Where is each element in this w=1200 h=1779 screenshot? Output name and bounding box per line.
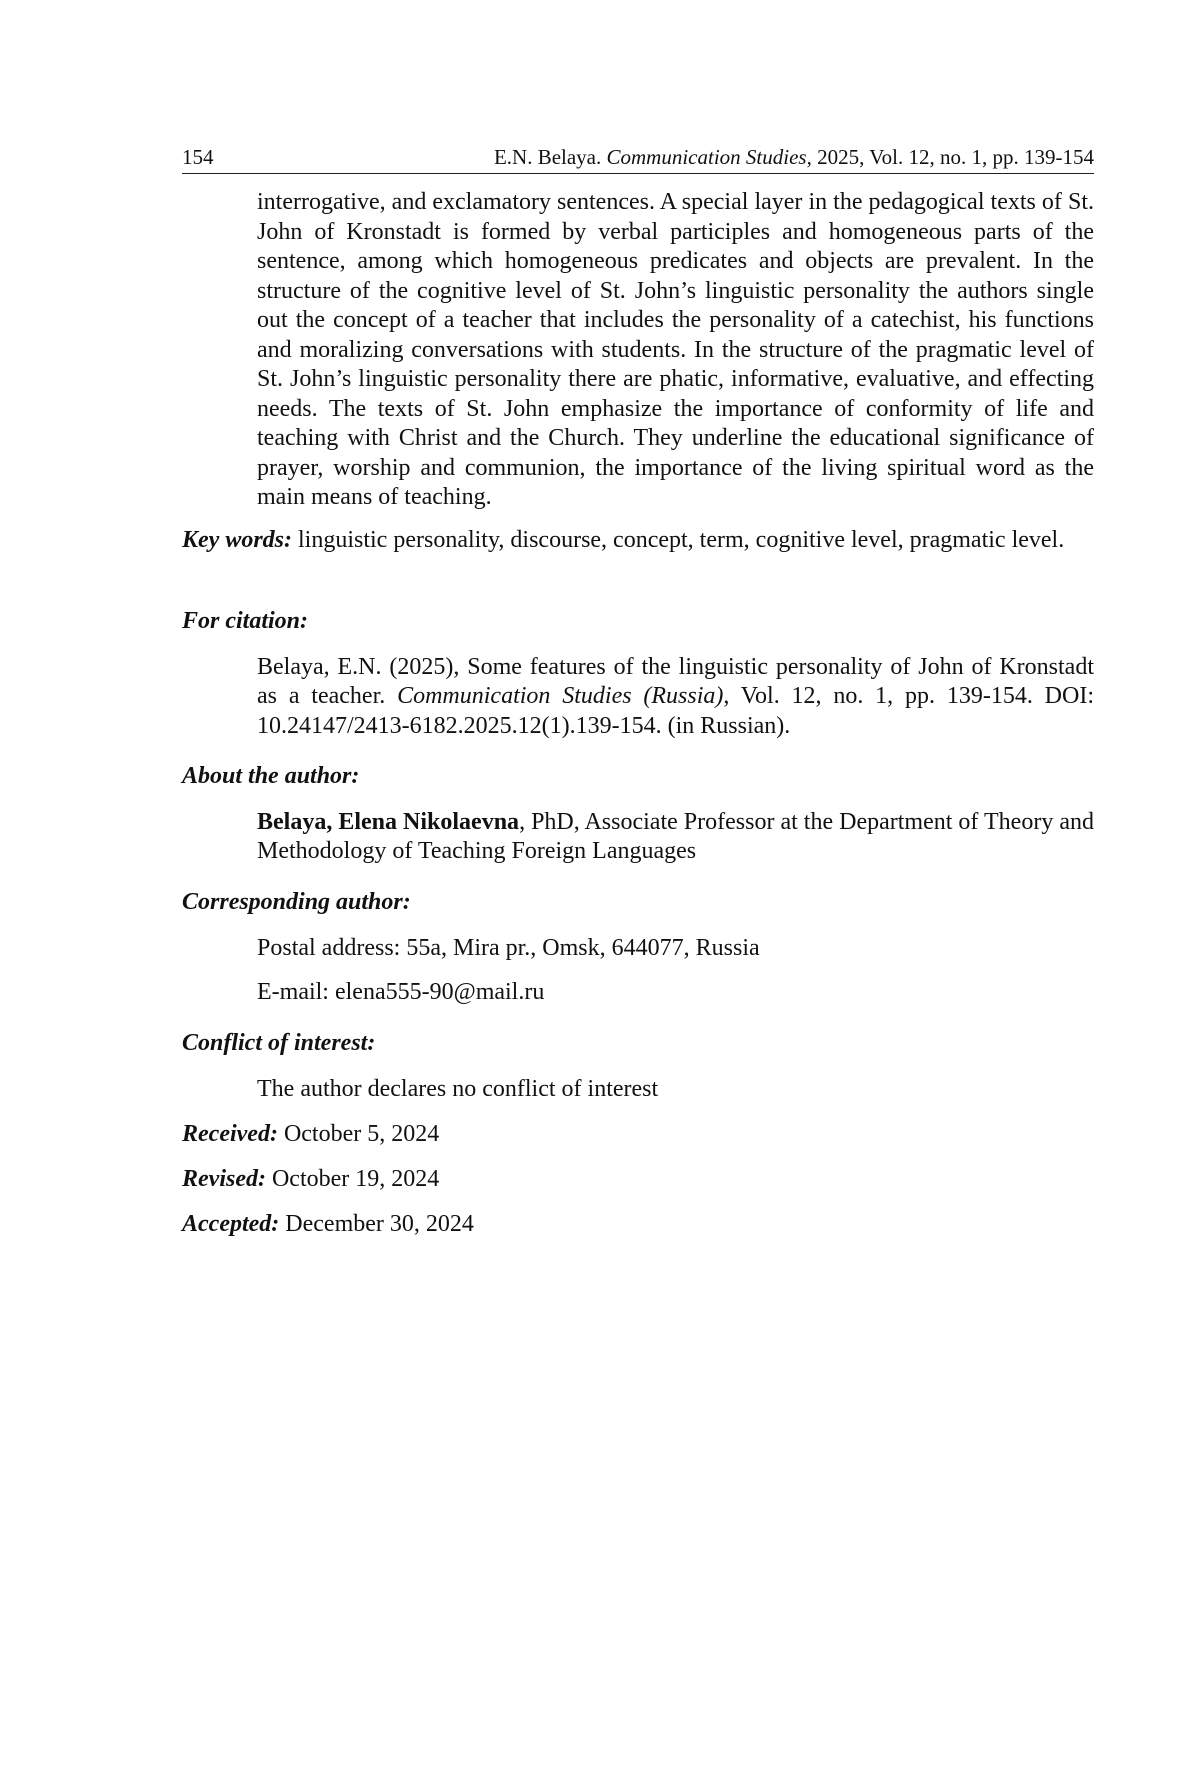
citation-journal: Communication Studies (Russia) (397, 683, 724, 709)
about-author-text (257, 808, 1094, 867)
received-line (182, 1120, 1094, 1150)
citation-label: For citation: (182, 608, 309, 634)
received-label: Received: (182, 1121, 278, 1147)
received-date: October 5, 2024 (283, 1121, 440, 1147)
accepted-label: Accepted: (182, 1211, 280, 1237)
conflict-label: Conflict of interest: (182, 1030, 376, 1056)
about-author-label: About the author: (182, 763, 360, 789)
citation-text-part2: , Vol. 12, no. 1, pp. 139-154. DOI: 10.24147/2413-6182.2025.12(1).139-154. (in Russian). (257, 683, 1094, 739)
citation-text (257, 653, 1094, 742)
header-details: , 2025, Vol. 12, no. 1, pp. 139-154 (806, 145, 1094, 169)
keywords-section (182, 526, 1169, 556)
header-citation (494, 145, 1094, 169)
corresponding-author-label: Corresponding author: (182, 889, 411, 915)
page-number: 154 (182, 145, 214, 169)
author-details: , PhD, Associate Professor at the Department of Theory and Methodology of Teaching Foreign Languages (257, 808, 1094, 864)
email-address: E-mail: elena555-90@mail.ru (257, 979, 545, 1005)
running-header (182, 143, 1094, 174)
abstract-continued: interrogative, and exclamatory sentences. A special layer in the pedagogical texts of St. John of Kronstadt is formed by verbal participles and homogeneous parts of the sentence, among which homogeneous predicates and objects are prevalent. In the structure of the cognitive level of St. John’s linguistic personality the authors single out the concept of a teacher that includes the personality of a catechist, his functions and moralizing conversations with students. In the structure of the pragmatic level of St. John’s linguistic personality there are phatic, informative, evaluative, and effecting needs. The texts of St. John emphasize the importance of conformity of life and teaching with Christ and the Church. They underline the educational significance of prayer, worship and communion, the importance of the living spiritual word as the main means of teaching. (257, 189, 1094, 510)
author-name: Belaya, Elena Nikolaevna (257, 808, 520, 835)
about-author-section (182, 762, 1094, 867)
citation-section (182, 607, 1094, 741)
conflict-section (182, 1029, 1094, 1104)
header-author: E.N. Belaya. (493, 145, 602, 169)
citation-text-part1: Belaya, E.N. (2025), Some features of the linguistic personality of John of Kronstadt as a teacher. (257, 653, 1094, 709)
revised-label: Revised: (182, 1166, 266, 1192)
revised-date: October 19, 2024 (271, 1166, 440, 1192)
conflict-text: The author declares no conflict of interest (257, 1075, 659, 1102)
revised-line (182, 1165, 1094, 1195)
keywords-label: Key words: (182, 527, 292, 553)
postal-address: Postal address: 55a, Mira pr., Omsk, 644077, Russia (257, 934, 760, 961)
corresponding-author-section (182, 888, 1094, 1008)
keywords-value: linguistic personality, discourse, concept, term, cognitive level, pragmatic level. (298, 527, 1065, 553)
accepted-date: December 30, 2024 (285, 1211, 474, 1237)
accepted-line (182, 1210, 1094, 1240)
header-journal: Communication Studies (606, 145, 807, 169)
